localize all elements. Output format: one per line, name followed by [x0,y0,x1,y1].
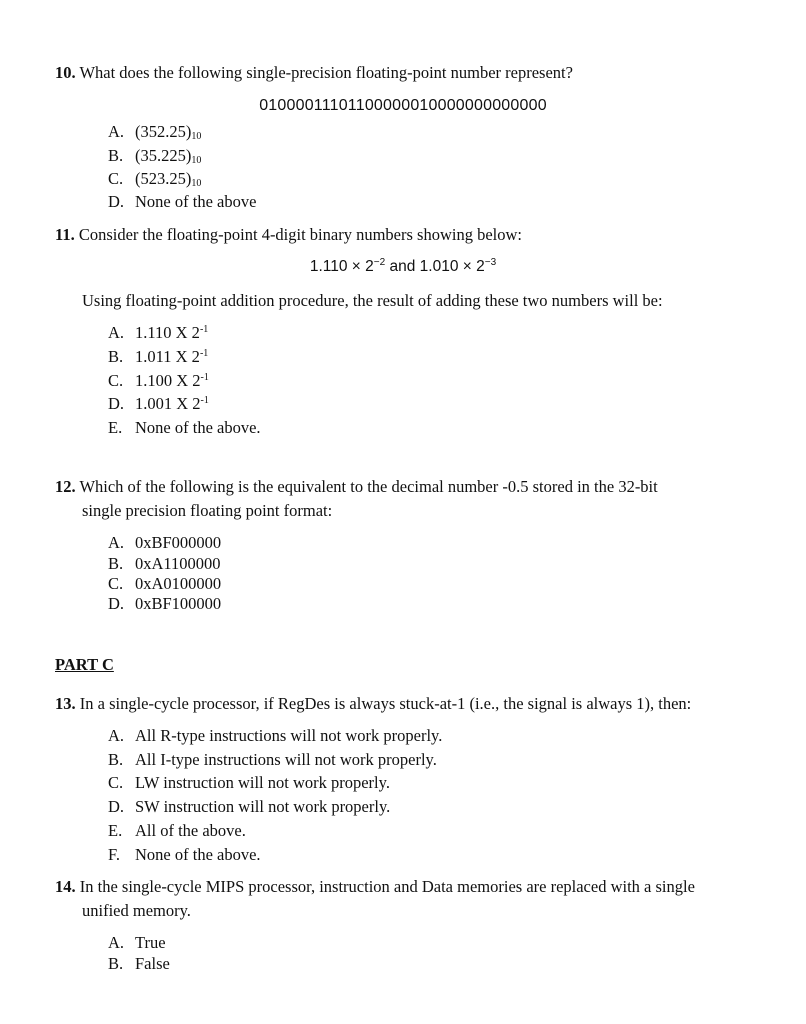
question-text: What does the following single-precision floating-point number represent? [79,63,573,82]
option-13d: D. SW instruction will not work properly. [108,797,391,816]
option-11c: C. 1.100 X $2^{-1}$ [108,371,209,390]
option-11e: E. None of the above. [108,418,261,437]
question-12-text-line2: single precision floating point format: [82,501,333,520]
question-text: Consider the floating-point 4-digit binary numbers showing below: [78,225,522,244]
option-13b: B. All I-type instructions will not work properly. [108,750,437,769]
option-10c: C. $(523.25)_{10}$ [108,169,202,189]
binary-value: 01000011101100000010000000000000 [259,97,547,114]
option-13e: E. All of the above. [108,821,246,840]
question-number: 14. [55,877,76,896]
option-10b: B. $(35.225)_{10}$ [108,146,202,166]
question-14-text-line2: unified memory. [82,901,191,920]
question-number: 12. [55,477,76,496]
question-number: 11. [55,225,75,244]
part-heading: PART C [55,655,114,674]
question-12-prompt [55,477,658,497]
option-12b: B. 0xA1100000 [108,554,221,573]
option-13f: F. None of the above. [108,845,261,864]
question-number: 10. [55,63,76,82]
option-12d: D. 0xBF100000 [108,594,222,613]
option-13a: A. All R-type instructions will not work properly. [108,726,443,745]
option-14b: B. False [108,954,170,973]
option-12c: C. 0xA0100000 [108,574,222,593]
question-text: In a single-cycle processor, if RegDes is always stuck-at-1 (i.e., the signal is always 1), then: [79,694,692,713]
option-10a: A. $(352.25)_{10}$ [108,122,202,142]
question-text: In the single-cycle MIPS processor, instruction and Data memories are replaced with a single [79,877,695,896]
option-12a: A. 0xBF000000 [108,533,222,552]
math-expression: $1.110 \times 2^{-2}$ and $1.010 \times 2^{-3}$ [309,257,497,275]
question-11-text2: Using floating-point addition procedure, the result of adding these two numbers will be: [82,291,663,310]
option-11a: A. 1.110 X $2^{-1}$ [108,323,209,342]
question-11-prompt [55,225,522,245]
question-10-prompt [55,63,573,83]
question-14-prompt [55,877,695,897]
option-11d: D. 1.001 X $2^{-1}$ [108,394,209,413]
option-14a: A. True [108,933,166,952]
question-13-prompt [55,694,691,714]
question-number: 13. [55,694,76,713]
question-text: Which of the following is the equivalent to the decimal number -0.5 stored in the 32-bit [79,477,658,496]
option-13c: C. LW instruction will not work properly. [108,773,390,792]
option-11b: B. 1.011 X $2^{-1}$ [108,347,209,366]
option-10d: D. None of the above [108,192,257,211]
